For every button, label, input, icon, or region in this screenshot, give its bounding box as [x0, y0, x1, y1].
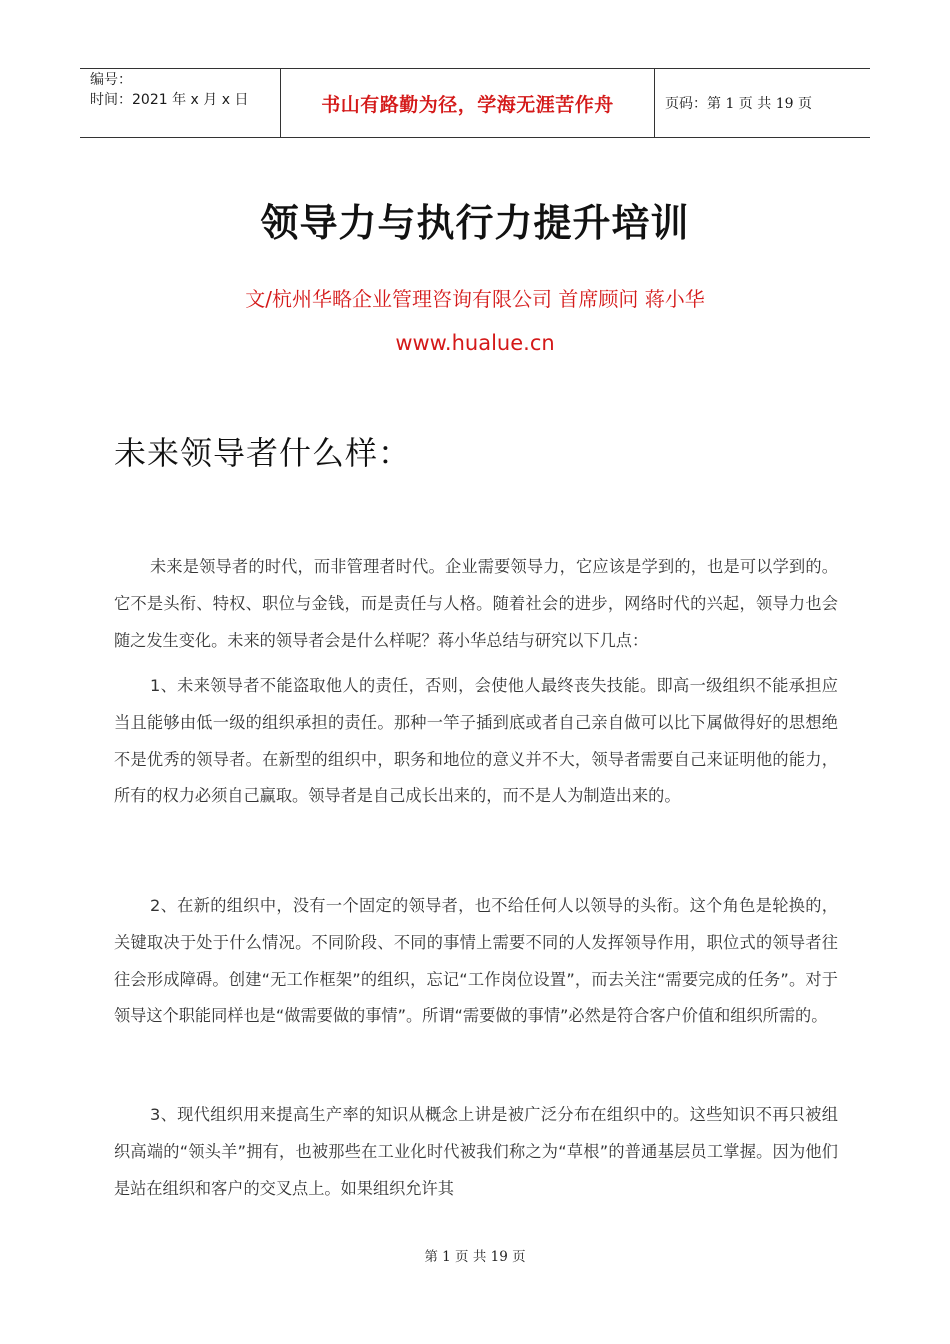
paragraph-point-1: 1、未来领导者不能盗取他人的责任，否则，会使他人最终丧失技能。即高一级组织不能承担应当且能够由低一级的组织承担的责任。那种一竿子插到底或者自己亲自做可以比下属做得好的思想绝不是优秀的领导者。在新型的组织中，职务和地位的意义并不大，领导者需要自己来证明他的能力，所有的权力必须自己赢取。领导者是自己成长出来的，而不是人为制造出来的。	[114, 676, 838, 806]
paragraph-point-3: 3、现代组织用来提高生产率的知识从概念上讲是被广泛分布在组织中的。这些知识不再只被组织高端的“领头羊”拥有，也被那些在工业化时代被我们称之为“草根”的普通基层员工掌握。因为他们是站在组织和客户的交叉点上。如果组织允许其	[114, 1105, 838, 1198]
number-label: 编号：	[90, 72, 132, 88]
section-heading: 未来领导者什么样：	[114, 434, 412, 472]
header-motto: 书山有路勤为径，学海无涯苦作舟	[281, 69, 655, 137]
time-label: 时间：2021 年 x 月 x 日	[90, 92, 249, 108]
page-footer: 第 1 页 共 19 页	[424, 1249, 526, 1265]
header-meta	[80, 69, 281, 137]
header-page-code: 页码：第 1 页 共 19 页	[665, 96, 812, 112]
paragraph-point-2: 2、在新的组织中，没有一个固定的领导者，也不给任何人以领导的头衔。这个角色是轮换的，关键取决于处于什么情况。不同阶段、不同的事情上需要不同的人发挥领导作用，职位式的领导者往往会形成障碍。创建“无工作框架”的组织，忘记“工作岗位设置”，而去关注“需要完成的任务”。对于领导这个职能同样也是“做需要做的事情”。所谓“需要做的事情”必然是符合客户价值和组织所需的。	[114, 896, 838, 1026]
website-link[interactable]: www.hualue.cn	[395, 331, 555, 355]
document-title: 领导力与执行力提升培训	[260, 201, 690, 245]
author-byline: 文/杭州华略企业管理咨询有限公司 首席顾问 蒋小华	[245, 287, 705, 311]
paragraph-intro: 未来是领导者的时代，而非管理者时代。企业需要领导力，它应该是学到的，也是可以学到的。它不是头衔、特权、职位与金钱，而是责任与人格。随着社会的进步，网络时代的兴起，领导力也会随之发生变化。未来的领导者会是什么样呢？蒋小华总结与研究以下几点：	[114, 557, 838, 650]
document-header	[80, 68, 870, 138]
